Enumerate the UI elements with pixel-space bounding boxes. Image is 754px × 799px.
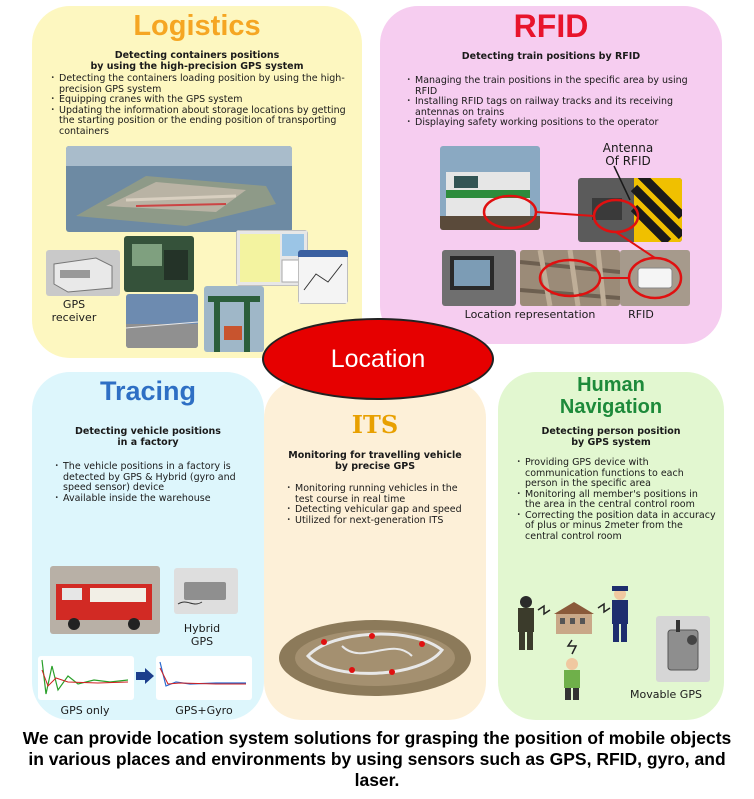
container-crane-photo [204, 286, 264, 352]
human-navigation-title [498, 374, 724, 418]
tracing-subtitle [32, 426, 264, 448]
rfid-bullet: ・ Managing the train positions in the specific area by using RFID [406, 76, 706, 97]
gps-gyro-trace-plot [156, 656, 252, 700]
gps-only-label: GPS only [60, 704, 110, 717]
human-navigation-title-line-1: Human [577, 374, 645, 396]
test-course-photo [272, 606, 478, 702]
gps-receiver-label-line-2: receiver [51, 311, 97, 324]
its-subtitle-line-1: Monitoring for travelling vehicle [288, 450, 462, 461]
gps-receiver-label [44, 298, 104, 324]
tracing-bullet: ・ Available inside the warehouse [54, 494, 254, 505]
factory-vehicle-photo [50, 566, 160, 634]
gps-receiver-label-line-1: GPS [62, 298, 86, 311]
its-bullet: ・ Utilized for next-generation ITS [286, 516, 476, 527]
movable-gps-device-photo [656, 616, 710, 682]
logistics-bullet: ・ Equipping cranes with the GPS system [50, 95, 350, 106]
its-subtitle [264, 450, 486, 472]
hybrid-gps-label-line-2: GPS [190, 635, 214, 648]
human-subtitle-line-1: Detecting person position [541, 426, 681, 437]
logistics-subtitle [32, 50, 362, 72]
rfid-subtitle: Detecting train positions by RFID [461, 51, 641, 62]
human-bullet: ・ Correcting the position data in accuracy of plus or minus 2meter from the central control room [516, 511, 716, 543]
human-subtitle-line-2: by GPS system [571, 437, 651, 448]
logistics-subtitle-line-1: Detecting containers positions [114, 50, 280, 61]
location-representation-label: Location representation [464, 308, 596, 321]
human-bullet: ・ Monitoring all member's positions in the area in the central control room [516, 490, 716, 511]
rfid-tag-label: RFID [628, 308, 654, 321]
logistics-bullet-list [50, 74, 350, 137]
its-title: ITS [351, 410, 399, 439]
tracing-title: Tracing [99, 376, 197, 406]
rfid-highlight-annotations [380, 6, 722, 344]
gps-only-trace-plot [38, 656, 134, 700]
rfid-panel [380, 6, 722, 344]
map-window-photo [298, 250, 348, 304]
hybrid-gps-device-photo [174, 568, 238, 614]
its-bullet: ・ Monitoring running vehicles in the test course in real time [286, 484, 476, 505]
its-bullet-list [286, 484, 476, 526]
tracing-subtitle-line-2: in a factory [117, 437, 179, 448]
human-bullet: ・ Providing GPS device with communication functions to each person in the specific area [516, 458, 716, 490]
arrow-right-icon [136, 668, 154, 684]
rfid-bullet: ・ Displaying safety working positions to the operator [406, 118, 706, 129]
hybrid-gps-label [172, 622, 232, 648]
tracing-panel [32, 372, 264, 720]
gps-receiver-photo [46, 250, 120, 296]
human-navigation-panel [498, 372, 724, 720]
logistics-bullet: ・ Updating the information about storage locations by getting the starting position or the ending position of transporting containers [50, 106, 350, 138]
logistics-title: Logistics [133, 10, 261, 42]
port-wharf-photo [126, 294, 198, 348]
crane-cab-photo [124, 236, 194, 292]
its-panel [264, 380, 486, 720]
human-navigation-title-line-2: Navigation [559, 396, 663, 418]
logistics-subtitle-line-2: by using the high-precision GPS system [90, 61, 304, 72]
hybrid-gps-label-line-1: Hybrid [183, 622, 221, 635]
its-subtitle-line-2: by precise GPS [334, 461, 416, 472]
port-aerial-photo [66, 146, 292, 232]
logistics-panel [32, 6, 362, 358]
location-label: Location [330, 344, 426, 373]
human-navigation-bullet-list [516, 458, 716, 542]
antenna-label-line-2: Of RFID [605, 154, 651, 168]
human-navigation-subtitle [498, 426, 724, 448]
its-bullet: ・ Detecting vehicular gap and speed [286, 505, 476, 516]
rfid-bullet: ・ Installing RFID tags on railway tracks and its receiving antennas on trains [406, 97, 706, 118]
tracing-subtitle-line-1: Detecting vehicle positions [75, 426, 221, 437]
tracing-bullet-list [54, 462, 254, 504]
antenna-label-line-1: Antenna [602, 141, 654, 155]
rfid-title: RFID [513, 8, 589, 44]
person-network-illustration [508, 580, 638, 700]
location-center-badge [262, 318, 494, 400]
gps-gyro-label: GPS+Gyro [175, 704, 233, 717]
logistics-bullet: ・ Detecting the containers loading position by using the high-precision GPS system [50, 74, 350, 95]
summary-statement: We can provide location system solutions for grasping the position of mobile objects in various places and environments by using sensors such as GPS, RFID, gyro, and laser. [22, 728, 732, 790]
movable-gps-label: Movable GPS [630, 688, 702, 701]
tracing-bullet: ・ The vehicle positions in a factory is detected by GPS & Hybrid (gyro and speed sensor) device [54, 462, 254, 494]
